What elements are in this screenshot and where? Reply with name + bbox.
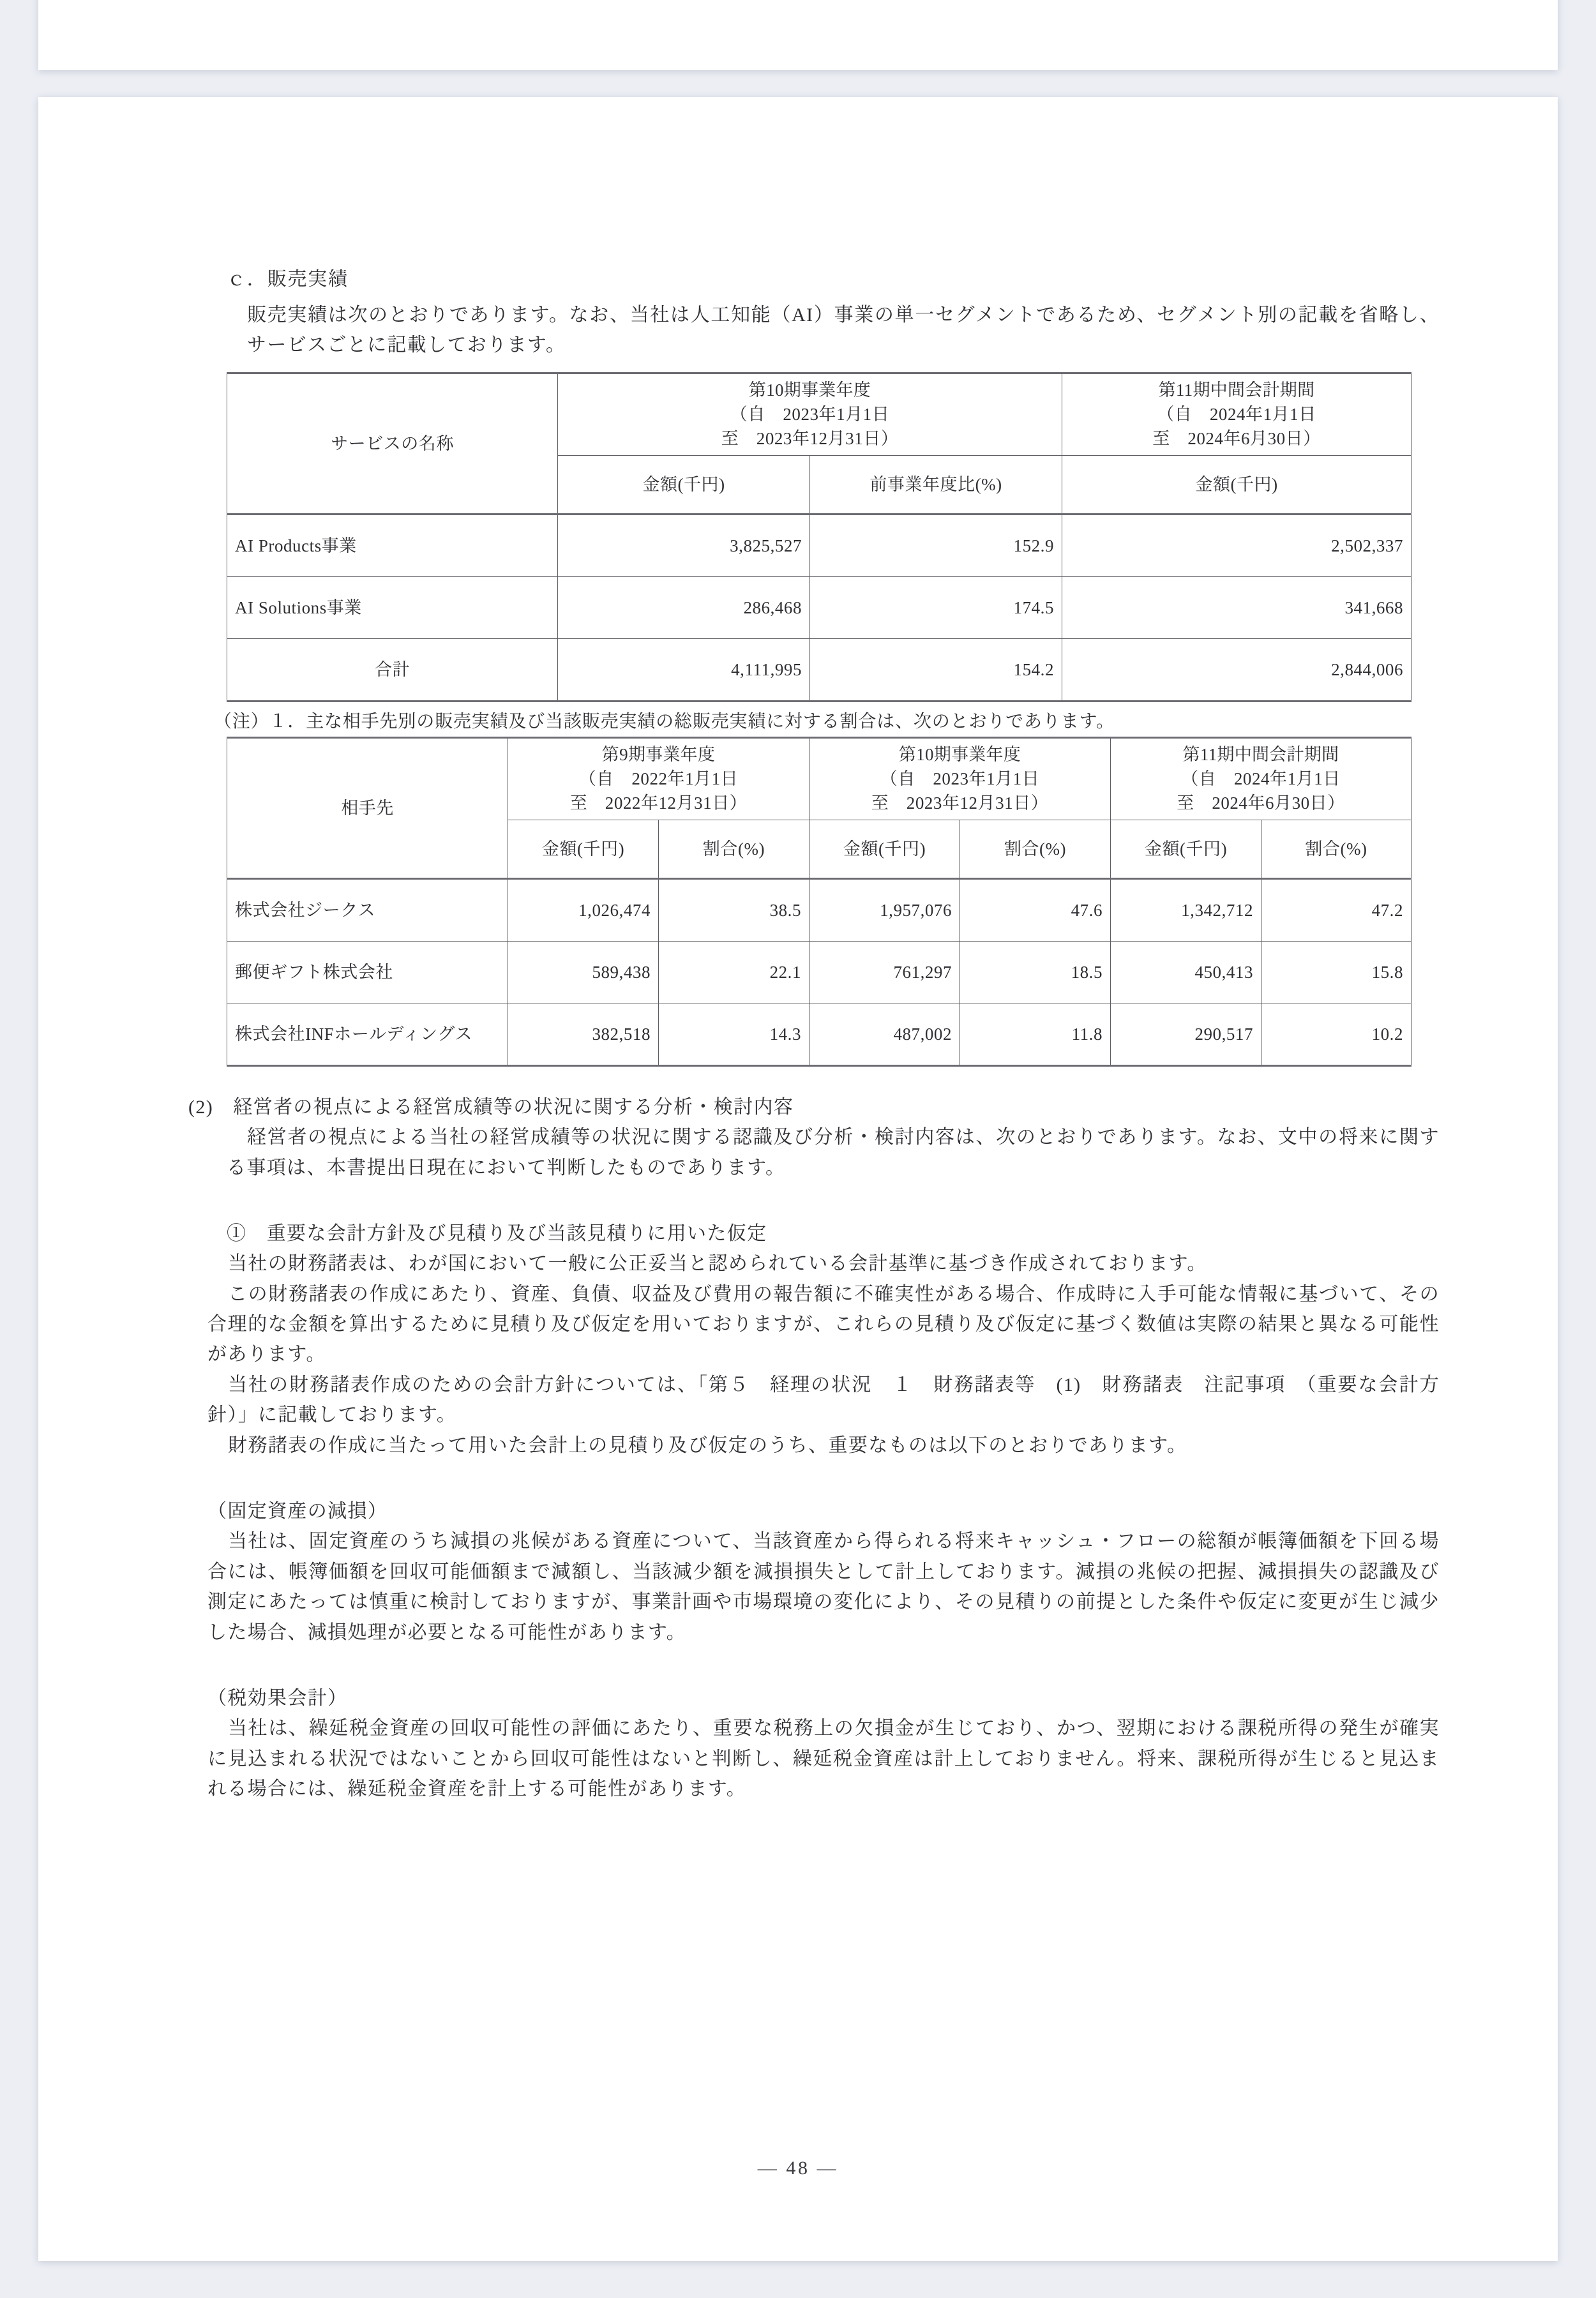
section-2-heading: (2) 経営者の視点による経営成績等の状況に関する分析・検討内容 [188,1096,794,1118]
page-content [38,97,1558,2261]
customer-name: 株式会社INFホールディングス [227,1003,508,1065]
amount-p10: 1,957,076 [809,878,960,941]
major-customers-table [227,737,1412,1067]
item-1-heading: ① 重要な会計方針及び見積り及び当該見積りに用いた仮定 [227,1222,767,1244]
customer-row-header-label: 相手先 [227,737,508,878]
period-title: 第11期中間会計期間 [1158,380,1315,400]
total-yoy-p10: 154.2 [810,638,1062,701]
table-row [227,878,1412,941]
amount-p11: 1,342,712 [1111,878,1261,941]
impairment-heading: （固定資産の減損） [207,1501,388,1522]
period-title: 第11期中間会計期間 [1182,744,1339,764]
item-1-paragraph-4: 財務諸表の作成に当たって用いた会計上の見積り及び仮定のうち、重要なものは以下のとおりであります。 [228,1434,1187,1456]
period-from: （自 2022年1月1日 [578,769,739,789]
customer-subheader-amount-p9: 金額(千円) [508,820,659,878]
ratio-p10: 11.8 [960,1003,1111,1065]
previous-page-sheet [38,0,1558,70]
period-to: 至 2024年6月30日） [1152,429,1321,449]
ratio-p9: 38.5 [659,878,809,941]
sales-period-10 [558,373,1062,455]
amount-p10: 487,002 [809,1003,960,1065]
table-row-total [227,638,1412,701]
section-c-intro: 販売実績は次のとおりであります。なお、当社は人工知能（AI）事業の単一セグメントであるため、セグメント別の記載を省略し、サービスごとに記載しております。 [247,304,1440,356]
tax-effect-heading: （税効果会計） [207,1688,348,1709]
amount-p9: 382,518 [508,1003,659,1065]
yoy-p10: 174.5 [810,576,1062,638]
ratio-p10: 18.5 [960,941,1111,1003]
period-title: 第10期事業年度 [898,744,1021,764]
amount-p11: 2,502,337 [1062,514,1412,576]
tax-effect-body: 当社は、繰延税金資産の回収可能性の評価にあたり、重要な税務上の欠損金が生じており、かつ、翌期における課税所得の発生が確実に見込まれる状況ではないことから回収可能性はないと判断し、繰延税金資産は計上しておりません。将来、課税所得が生じると見込まれる場合には、繰延税金資産を計上する可能性があります。 [207,1718,1440,1800]
ratio-p11: 15.8 [1261,941,1412,1003]
total-label: 合計 [227,638,558,701]
customer-period-10 [809,737,1111,820]
table-row [227,941,1412,1003]
ratio-p11: 10.2 [1261,1003,1412,1065]
note-1-text: （注）１．主な相手先別の販売実績及び当該販売実績の総販売実績に対する割合は、次のとおりであります。 [214,711,1115,732]
section-c-heading: ｃ．販売実績 [227,269,349,290]
customer-subheader-amount-p10: 金額(千円) [809,820,960,878]
customer-subheader-amount-p11: 金額(千円) [1111,820,1261,878]
table-header-row-periods [227,737,1412,820]
sales-period-11 [1062,373,1412,455]
amount-p11: 450,413 [1111,941,1261,1003]
customer-subheader-ratio-p11: 割合(%) [1261,820,1412,878]
total-amount-p10: 4,111,995 [558,638,810,701]
yoy-p10: 152.9 [810,514,1062,576]
period-from: （自 2024年1月1日 [1157,405,1316,424]
amount-p11: 341,668 [1062,576,1412,638]
customer-period-11 [1111,737,1412,820]
period-to: 至 2023年12月31日） [871,793,1049,813]
sales-subheader-amount-p11: 金額(千円) [1062,455,1412,514]
amount-p9: 1,026,474 [508,878,659,941]
item-1-paragraph-1: 当社の財務諸表は、わが国において一般に公正妥当と認められている会計基準に基づき作成されております。 [228,1253,1207,1275]
amount-p11: 290,517 [1111,1003,1261,1065]
table-row [227,514,1412,576]
period-to: 至 2022年12月31日） [569,793,748,813]
ratio-p9: 22.1 [659,941,809,1003]
sales-subheader-yoy-p10: 前事業年度比(%) [810,455,1062,514]
item-1-paragraph-2: この財務諸表の作成にあたり、資産、負債、収益及び費用の報告額に不確実性がある場合、作成時に入手可能な情報に基づいて、その合理的な金額を算出するために見積り及び仮定を用いておりますが、これらの見積り及び仮定に基づく数値は実際の結果と異なる可能性があります。 [207,1283,1440,1365]
customer-name: 株式会社ジークス [227,878,508,941]
impairment-body: 当社は、固定資産のうち減損の兆候がある資産について、当該資産から得られる将来キャッシュ・フローの総額が帳簿価額を下回る場合には、帳簿価額を回収可能価額まで減額し、当該減少額を減損損失として計上しております。減損の兆候の把握、減損損失の認識及び測定にあたっては慎重に検討しておりますが、事業計画や市場環境の変化により、その見積りの前提とした条件や仮定に変更が生じ減少した場合、減損処理が必要となる可能性があります。 [207,1531,1440,1643]
period-title: 第10期事業年度 [748,380,871,400]
customer-name: 郵便ギフト株式会社 [227,941,508,1003]
ratio-p9: 14.3 [659,1003,809,1065]
amount-p10: 761,297 [809,941,960,1003]
sales-subheader-amount-p10: 金額(千円) [558,455,810,514]
amount-p10: 286,468 [558,576,810,638]
service-name: AI Solutions事業 [227,576,558,638]
table-row [227,576,1412,638]
current-page-sheet [38,97,1558,2261]
ratio-p11: 47.2 [1261,878,1412,941]
section-2-intro: 経営者の視点による当社の経営成績等の状況に関する認識及び分析・検討内容は、次のとおりであります。なお、文中の将来に関する事項は、本書提出日現在において判断したものであります。 [227,1127,1440,1178]
amount-p9: 589,438 [508,941,659,1003]
service-name: AI Products事業 [227,514,558,576]
period-from: （自 2024年1月1日 [1181,769,1341,789]
item-1-paragraph-3: 当社の財務諸表作成のための会計方針については、「第５ 経理の状況 １ 財務諸表等 (1) 財務諸表 注記事項 （重要な会計方針）」に記載しております。 [207,1374,1440,1426]
total-amount-p11: 2,844,006 [1062,638,1412,701]
table-row [227,1003,1412,1065]
ratio-p10: 47.6 [960,878,1111,941]
period-to: 至 2024年6月30日） [1177,793,1345,813]
customer-period-9 [508,737,809,820]
period-to: 至 2023年12月31日） [721,429,899,449]
amount-p10: 3,825,527 [558,514,810,576]
period-from: （自 2023年1月1日 [880,769,1040,789]
customer-subheader-ratio-p10: 割合(%) [960,820,1111,878]
page-number: — 48 — [757,2158,839,2179]
period-title: 第9期事業年度 [601,744,716,764]
table-header-row-periods [227,373,1412,455]
sales-performance-table [227,372,1412,702]
sales-row-header-label: サービスの名称 [227,373,558,514]
customer-subheader-ratio-p9: 割合(%) [659,820,809,878]
period-from: （自 2023年1月1日 [730,405,890,424]
